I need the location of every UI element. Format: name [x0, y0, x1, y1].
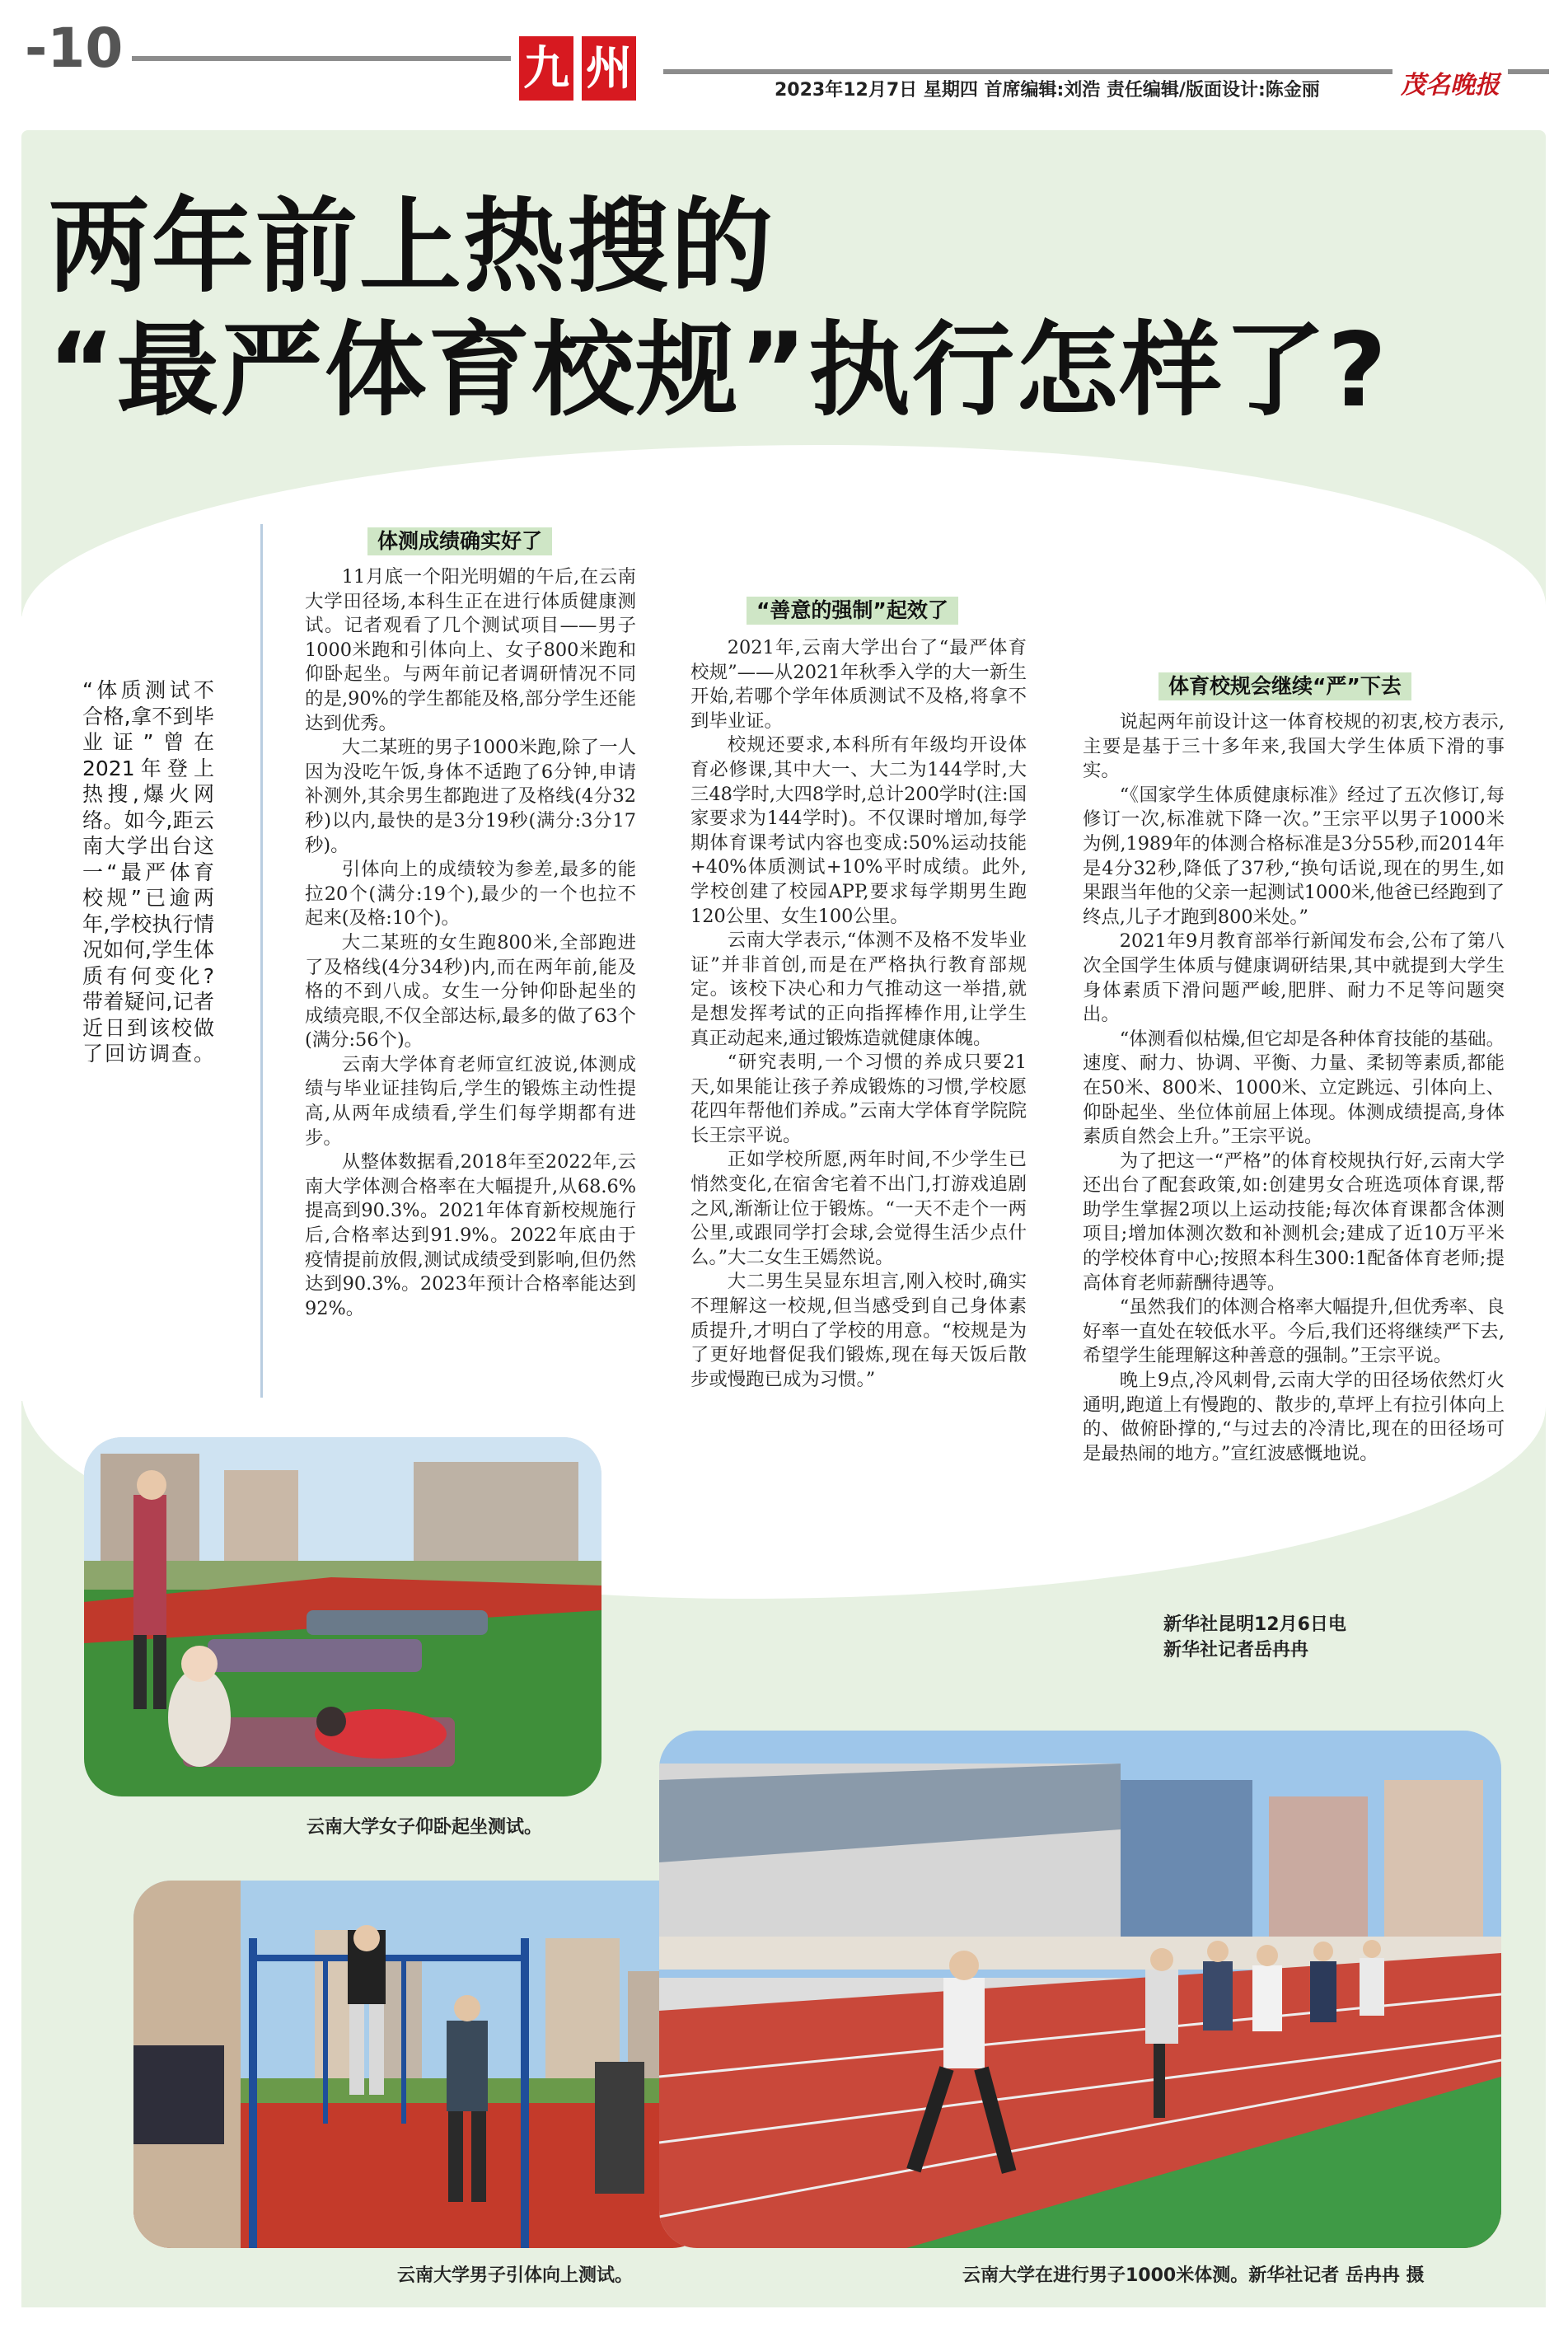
section-2-paragraph: 校规还要求,本科所有年级均开设体育必修课,其中大一、大二为144学时,大三48学时,大四8学时,总计200学时(注:国家要求为144学时)。不仅课时增加,每学期体育课考试内容也变成:50%运动技能+40%体质测试+10%平时成绩。此外,学校创建了校园APP,要求每学期男生跑120公里、女生100公里。 — [690, 734, 1027, 927]
section-char-1: 九 — [519, 36, 573, 101]
section-1-paragraph: 云南大学体育老师宣红波说,体测成绩与毕业证挂钩后,学生的锻炼主动性提高,从两年成绩看,学生们每学期都有进步。 — [305, 1053, 636, 1149]
lead-separator — [260, 524, 263, 1398]
section-3-paragraph: 2021年9月教育部举行新闻发布会,公布了第八次全国学生体质与健康调研结果,其中就提到大学生身体素质下滑问题严峻,肥胖、耐力不足等问题突出。 — [1083, 930, 1505, 1026]
pullup-test-photo — [133, 1881, 710, 2248]
section-1-paragraph: 从整体数据看,2018年至2022年,云南大学体测合格率在大幅提升,从68.6%提高到90.3%。2021年体育新校规施行后,合格率达到91.9%。2022年底由于疫情提前放假,测试成绩受到影响,但仍然达到90.3%。2023年预计合格率能达到92%。 — [305, 1151, 636, 1319]
situp-photo-caption: 云南大学女子仰卧起坐测试。 — [307, 1817, 543, 1838]
section-char-2: 州 — [582, 36, 636, 101]
section-3-paragraph: “虽然我们的体测合格率大幅提升,但优秀率、良好率一直处在较低水平。今后,我们还将继续严下去,希望学生能理解这种善意的强制。”王宗平说。 — [1083, 1296, 1505, 1367]
page-number: -10 — [25, 16, 124, 80]
section-3-body — [1083, 710, 1505, 1466]
byline-reporter: 新华社记者岳冉冉 — [1163, 1640, 1309, 1661]
section-2-body — [690, 636, 1027, 1392]
header-rule-left — [132, 56, 511, 61]
section-1-paragraph: 大二某班的女生跑800米,全部跑进了及格线(4分34秒)内,而在两年前,能及格的不到八成。女生一分钟仰卧起坐的成绩亮眼,不仅全部达标,最多的做了63个(满分:56个)。 — [305, 931, 636, 1052]
section-3-paragraph: “体测看似枯燥,但它却是各种体育技能的基础。速度、耐力、协调、平衡、力量、柔韧等素质,都能在50米、800米、1000米、立定跳远、引体向上、仰卧起坐、坐位体前屈上体现。体测成绩提高,身体素质自然会上升。”王宗平说。 — [1083, 1028, 1505, 1148]
paper-logo: 茂名晚报 — [1392, 69, 1508, 102]
section-1-paragraph: 大二某班的男子1000米跑,除了一人因为没吃午饭,身体不适跑了6分钟,申请补测外,其余男生都跑进了及格线(4分32秒)以内,最快的是3分19秒(满分:3分17秒)。 — [305, 737, 636, 856]
section-1-paragraph: 11月底一个阳光明媚的午后,在云南大学田径场,本科生正在进行体质健康测试。记者观看了几个测试项目——男子1000米跑和引体向上、女子800米跑和仰卧起坐。与两年前记者调研情况不同的是,90%的学生都能及格,部分学生还能达到优秀。 — [305, 566, 636, 734]
headline — [48, 185, 1531, 433]
section-1-body — [305, 565, 636, 1321]
section-3-paragraph: 晚上9点,冷风刺骨,云南大学的田径场依然灯火通明,跑道上有慢跑的、散步的,草坪上有拉引体向上的、做俯卧撑的,“与过去的冷清比,现在的田径场可是最热闹的地方。”宣红波感慨地说。 — [1083, 1370, 1505, 1464]
section-2-paragraph: 2021年,云南大学出台了“最严体育校规”——从2021年秋季入学的大一新生开始,若哪个学年体质测试不及格,将拿不到毕业证。 — [690, 637, 1027, 732]
running-photo-illustration — [659, 1731, 1501, 2248]
dateline: 2023年12月7日 星期四 首席编辑:刘浩 责任编辑/版面设计:陈金丽 — [775, 80, 1320, 101]
section-3-paragraph: 为了把这一“严格”的体育校规执行好,云南大学还出台了配套政策,如:创建男女合班选项体育课,帮助学生掌握2项以上运动技能;每次体育课都含体测项目;增加体测次数和补测机会;建成了近10万平米的学校体育中心;按照本科生300:1配备体育老师;提高体育老师薪酬待遇等。 — [1083, 1150, 1505, 1294]
byline — [1163, 1612, 1346, 1663]
situp-photo-illustration — [84, 1437, 601, 1796]
section-1-paragraph: 引体向上的成绩较为参差,最多的能拉20个(满分:19个),最少的一个也拉不起来(及格:10个)。 — [305, 859, 636, 930]
section-3-paragraph: “《国家学生体质健康标准》经过了五次修订,每修订一次,标准就下降一次。”王宗平以男子1000米为例,1989年的体测合格标准是3分55秒,而2014年是4分32秒,降低了37秒,“换句话说,现在的男生,如果跟当年他的父亲一起测试1000米,他爸已经跑到了终点,儿子才跑到800米处。” — [1083, 784, 1505, 928]
section-2-paragraph: 正如学校所愿,两年时间,不少学生已悄然变化,在宿舍宅着不出门,打游戏追剧之风,渐渐让位于锻炼。“一天不走个一两公里,或跟同学打会球,会觉得生活少点什么。”大二女生王嫣然说。 — [690, 1149, 1027, 1268]
section-2-paragraph: “研究表明,一个习惯的养成只要21天,如果能让孩子养成锻炼的习惯,学校愿花四年帮他们养成。”云南大学体育学院院长王宗平说。 — [690, 1052, 1027, 1146]
section-2-paragraph: 大二男生吴显东坦言,刚入校时,确实不理解这一校规,但当感受到自己身体素质提升,才明白了学校的用意。“校规是为了更好地督促我们锻炼,现在每天饭后散步或慢跑已成为习惯。” — [690, 1271, 1027, 1390]
section-3-heading: 体育校规会继续“严”下去 — [1158, 672, 1411, 700]
section-3-paragraph: 说起两年前设计这一体育校规的初衷,校方表示,主要是基于三十多年来,我国大学生体质下滑的事实。 — [1083, 711, 1505, 782]
lead-paragraph: “体质测试不合格,拿不到毕业证”曾在2021年登上热搜,爆火网络。如今,距云南大学出台这一“最严体育校规”已逾两年,学校执行情况如何,学生体质有何变化?带着疑问,记者近日到该校做了回访调查。 — [82, 678, 214, 1066]
byline-dateline: 新华社昆明12月6日电 — [1163, 1614, 1346, 1635]
headline-line-1: 两年前上热搜的 — [48, 188, 775, 307]
running-photo-caption: 云南大学在进行男子1000米体测。新华社记者 岳冉冉 摄 — [962, 2265, 1425, 2286]
section-1-heading: 体测成绩确实好了 — [367, 527, 552, 555]
pullup-photo-illustration — [133, 1881, 710, 2248]
headline-line-2: “最严体育校规”执行怎样了? — [48, 311, 1388, 430]
section-logo — [519, 31, 643, 105]
pullup-photo-caption: 云南大学男子引体向上测试。 — [397, 2265, 634, 2286]
section-2-paragraph: 云南大学表示,“体测不及格不发毕业证”并非首创,而是在严格执行教育部规定。该校下决心和力气推动这一举措,就是想发挥考试的正向指挥棒作用,让学生真正动起来,通过锻炼造就健康体魄。 — [690, 930, 1027, 1049]
section-2-heading: “善意的强制”起效了 — [747, 597, 958, 625]
situp-test-photo — [84, 1437, 601, 1796]
running-test-photo — [659, 1731, 1501, 2248]
